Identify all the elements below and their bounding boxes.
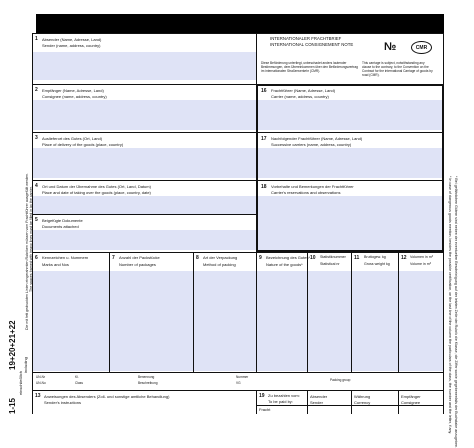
col-packages-en: Number of packages: [119, 262, 156, 267]
box-4-label-de: Ort und Datum der Übernahme des Gutes (Ort, Land, Datum): [42, 184, 151, 189]
box-1-label-de: Absender (Name, Adresse, Land): [42, 37, 102, 42]
box-19-label-en: To be paid by:: [268, 399, 293, 404]
reservations-field[interactable]: [258, 196, 442, 250]
box-3-label-en: Place of delivery of the goods (place, country): [42, 142, 124, 147]
box-1-number: 1: [35, 36, 38, 42]
col-volume-de: Volumen in m³: [410, 255, 433, 259]
documents-field[interactable]: [32, 230, 256, 250]
box-16-label-en: Carrier (name, address, country): [271, 94, 329, 99]
header-bar: [36, 14, 444, 33]
box-17-number: 17: [261, 136, 267, 142]
box-1-label-en: Sender (name, address, country): [42, 43, 101, 48]
title-de: INTERNATIONALER FRACHTBRIEF: [270, 36, 342, 41]
col-volume-en: Volume in m³: [410, 262, 431, 266]
carrier-field[interactable]: [258, 100, 442, 130]
box-18-number: 18: [261, 184, 267, 190]
col-statistical-en: Statistical nr: [320, 262, 340, 266]
box-13-label-en: Sender's instructions: [44, 400, 82, 405]
col-packing-en: Method of packing: [203, 262, 236, 267]
col-statistical-de: Statistiknummer: [320, 255, 346, 259]
number-symbol: №: [384, 41, 397, 53]
consignee-field[interactable]: [32, 100, 256, 130]
col-packages-de: Anzahl der Packstücke: [119, 255, 160, 260]
box-17-label-en: Successive carriers (name, address, country): [271, 142, 352, 147]
col-weight-de: Bruttogew. kg: [364, 255, 386, 259]
col-marks-de: Kennzeichen u. Nummern: [42, 255, 89, 260]
box-16-label-de: Frachtführer (Name, Adresse, Land): [271, 88, 336, 93]
box-17-label-de: Nachfolgender Frachtführer (Name, Adresse, Land): [271, 136, 363, 141]
box-2-number: 2: [35, 87, 38, 93]
box-18-label-de: Vorbehalte und Bemerkungen der Frachtführer: [271, 184, 354, 189]
box-5-label-de: Beigefügte Dokumente: [42, 218, 83, 223]
successive-carrier-field[interactable]: [258, 148, 442, 178]
box-5-label-en: Documents attached: [42, 224, 79, 229]
box-3-number: 3: [35, 135, 38, 141]
col-weight-en: Gross weight kg: [364, 262, 390, 266]
box-16-number: 16: [261, 88, 267, 94]
box-13-label-de: Anweisungen des Absenders (Zoll- und sonstige amtliche Behandlung): [44, 394, 170, 399]
col-marks-en: Marks and Nos: [42, 262, 69, 267]
copy-numbers: 19+20+21+22: [8, 320, 17, 370]
box-3-label-de: Auslieferort des Gutes (Ort, Land): [42, 136, 103, 141]
col-nature-de: Bezeichnung des Gutes*: [266, 255, 311, 260]
box-4-number: 4: [35, 183, 38, 189]
delivery-place-field[interactable]: [32, 148, 256, 178]
taking-over-field[interactable]: [32, 196, 256, 214]
title-en: INTERNATIONAL CONSIGNEMENT NOTE: [270, 42, 354, 47]
box-5-number: 5: [35, 217, 38, 223]
cmr-logo: CMR: [411, 41, 432, 54]
copies-label: 1-15: [8, 397, 17, 414]
box-18-label-en: Carrier's reservations and observations: [271, 190, 341, 195]
goods-marks-field[interactable]: [32, 271, 444, 371]
sender-field[interactable]: [32, 52, 256, 80]
col-packing-de: Art der Verpackung: [203, 255, 238, 260]
box-19-label-de: Zu bezahlen vom:: [268, 393, 300, 398]
box-4-label-en: Place and date of taking over the goods (place, country, date): [42, 190, 151, 195]
col-nature-en: Nature of the goods*: [266, 262, 303, 267]
box-2-label-en: Consignee (name, address, country): [42, 94, 107, 99]
box-2-label-de: Empfänger (Name, Adresse, Land): [42, 88, 104, 93]
